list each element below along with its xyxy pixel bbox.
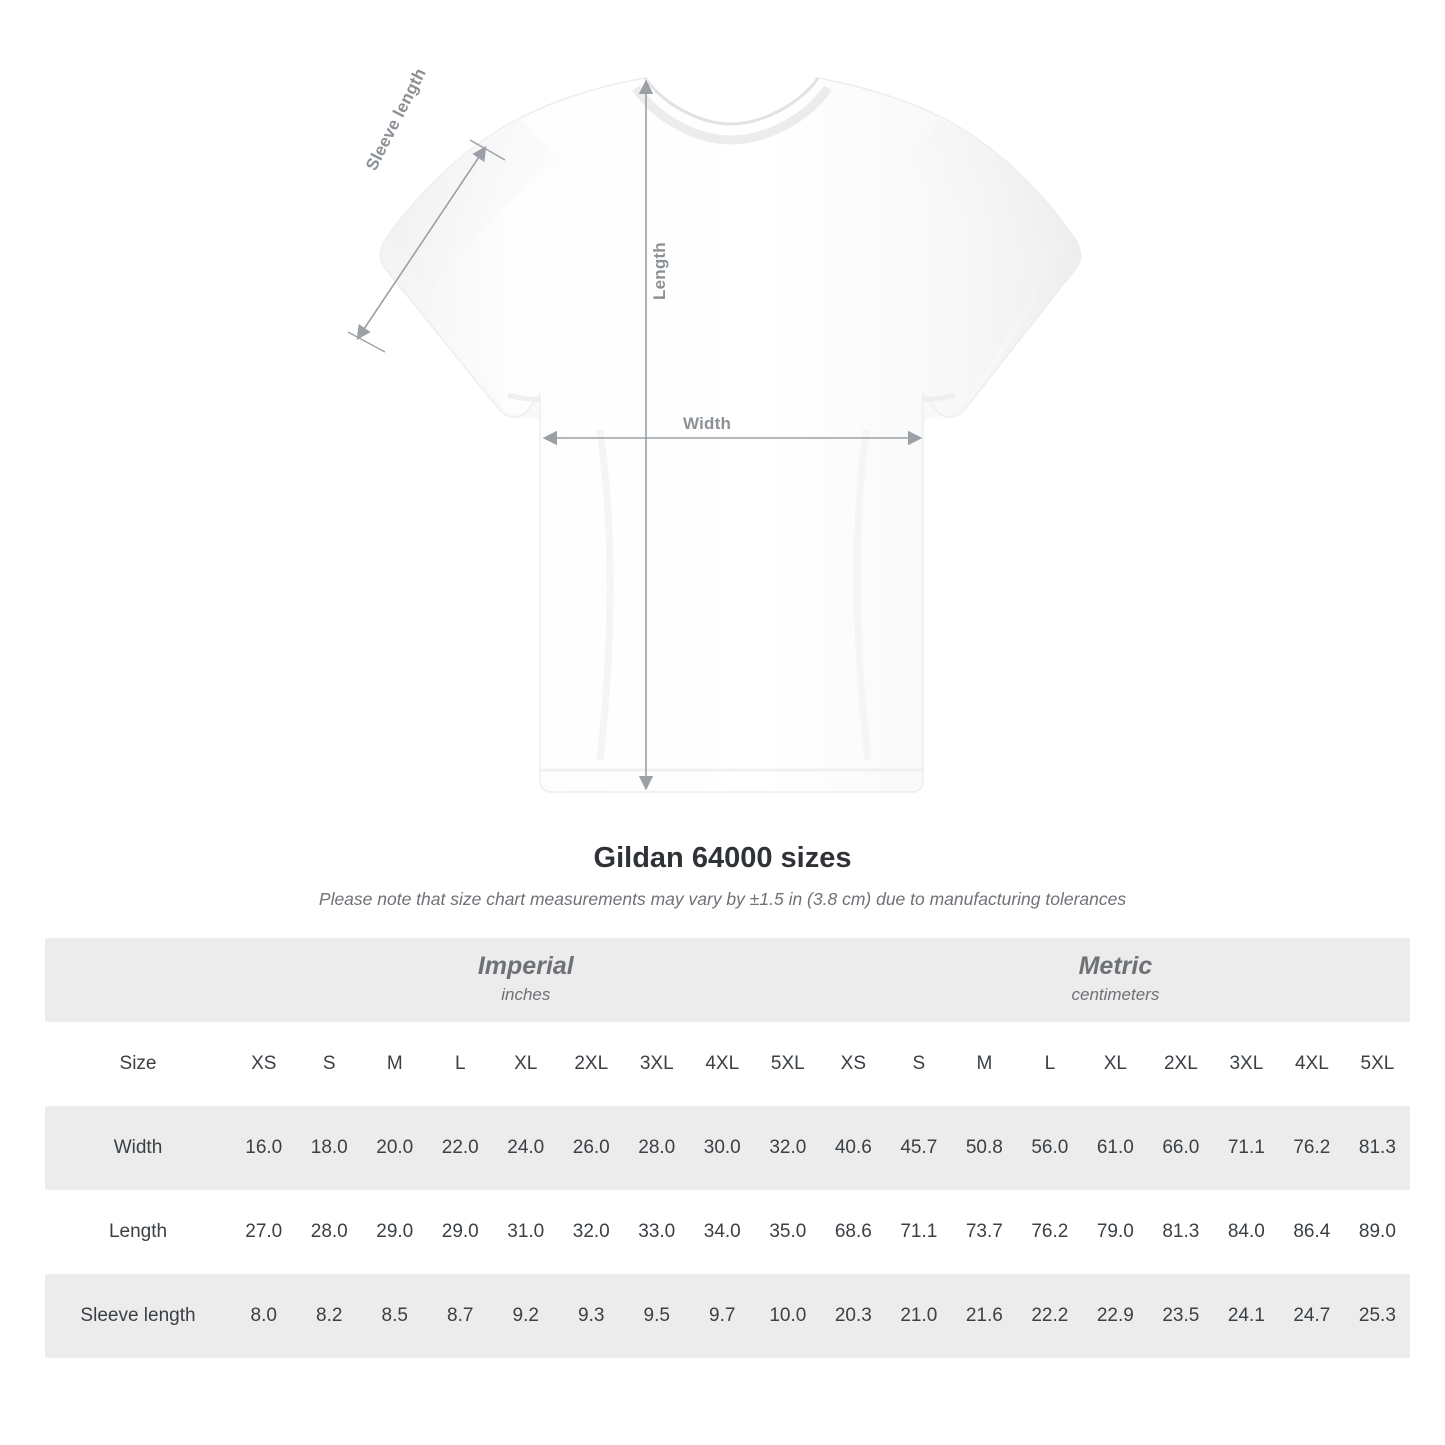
shirt-body-shape [381,78,1081,792]
size-header-metric-m: M [952,1022,1018,1106]
cell-length-metric-xl: 79.0 [1083,1190,1149,1274]
size-table [45,938,1410,1358]
cell-width-metric-5xl: 81.3 [1345,1106,1411,1190]
cell-length-metric-3xl: 84.0 [1214,1190,1280,1274]
cell-length-metric-2xl: 81.3 [1148,1190,1214,1274]
width-label: Width [683,414,732,433]
measurement-note: Please note that size chart measurements may vary by ±1.5 in (3.8 cm) due to manufacturing tolerances [318,889,1127,909]
cell-width-imperial-5xl: 32.0 [755,1106,821,1190]
cell-width-imperial-3xl: 28.0 [624,1106,690,1190]
unit-metric-sub: centimeters [1071,984,1160,1004]
cell-width-metric-xl: 61.0 [1083,1106,1149,1190]
title-block [0,842,1445,910]
length-label: Length [650,242,669,300]
size-header-metric-xl: XL [1083,1022,1149,1106]
row-label-width: Width [45,1106,231,1190]
cell-length-imperial-4xl: 34.0 [690,1190,756,1274]
size-header-imperial-s: S [297,1022,363,1106]
unit-imperial-sub: inches [501,984,551,1004]
cell-sleeve-imperial-xl: 9.2 [493,1274,559,1358]
cell-length-metric-l: 76.2 [1017,1190,1083,1274]
cell-length-metric-4xl: 86.4 [1279,1190,1345,1274]
table-row [45,1106,1410,1190]
cell-length-metric-m: 73.7 [952,1190,1018,1274]
size-header-metric-4xl: 4XL [1279,1022,1345,1106]
cell-sleeve-imperial-3xl: 9.5 [624,1274,690,1358]
size-header-metric-xs: XS [821,1022,887,1106]
cell-sleeve-imperial-xs: 8.0 [231,1274,297,1358]
cell-length-imperial-m: 29.0 [362,1190,428,1274]
cell-sleeve-metric-xs: 20.3 [821,1274,887,1358]
size-header-metric-s: S [886,1022,952,1106]
cell-width-metric-xs: 40.6 [821,1106,887,1190]
cell-sleeve-metric-xl: 22.9 [1083,1274,1149,1358]
unit-imperial [231,938,821,1022]
cell-length-imperial-s: 28.0 [297,1190,363,1274]
unit-header-row [45,938,1410,1022]
cell-sleeve-metric-2xl: 23.5 [1148,1274,1214,1358]
size-header-metric-l: L [1017,1022,1083,1106]
cell-length-imperial-l: 29.0 [428,1190,494,1274]
size-header-metric-3xl: 3XL [1214,1022,1280,1106]
cell-sleeve-imperial-5xl: 10.0 [755,1274,821,1358]
cell-width-imperial-s: 18.0 [297,1106,363,1190]
cell-length-imperial-3xl: 33.0 [624,1190,690,1274]
size-header-imperial-xs: XS [231,1022,297,1106]
cell-sleeve-imperial-4xl: 9.7 [690,1274,756,1358]
size-header-metric-5xl: 5XL [1345,1022,1411,1106]
cell-sleeve-metric-3xl: 24.1 [1214,1274,1280,1358]
cell-sleeve-imperial-s: 8.2 [297,1274,363,1358]
cell-sleeve-metric-s: 21.0 [886,1274,952,1358]
cell-length-imperial-xs: 27.0 [231,1190,297,1274]
cell-sleeve-metric-5xl: 25.3 [1345,1274,1411,1358]
size-header-metric-2xl: 2XL [1148,1022,1214,1106]
size-header-imperial-4xl: 4XL [690,1022,756,1106]
cell-width-metric-m: 50.8 [952,1106,1018,1190]
size-header-imperial-3xl: 3XL [624,1022,690,1106]
cell-length-metric-s: 71.1 [886,1190,952,1274]
cell-sleeve-metric-4xl: 24.7 [1279,1274,1345,1358]
size-header-imperial-m: M [362,1022,428,1106]
unit-metric [821,938,1411,1022]
unit-imperial-name: Imperial [477,952,574,981]
size-header-imperial-2xl: 2XL [559,1022,625,1106]
row-label-length: Length [45,1190,231,1274]
cell-width-imperial-m: 20.0 [362,1106,428,1190]
unit-spacer [45,938,231,1022]
cell-width-metric-3xl: 71.1 [1214,1106,1280,1190]
cell-length-metric-5xl: 89.0 [1345,1190,1411,1274]
cell-sleeve-metric-m: 21.6 [952,1274,1018,1358]
page-title: Gildan 64000 sizes [593,842,852,874]
cell-sleeve-imperial-m: 8.5 [362,1274,428,1358]
cell-width-metric-2xl: 66.0 [1148,1106,1214,1190]
cell-sleeve-imperial-2xl: 9.3 [559,1274,625,1358]
cell-width-metric-l: 56.0 [1017,1106,1083,1190]
cell-width-metric-s: 45.7 [886,1106,952,1190]
size-header-imperial-5xl: 5XL [755,1022,821,1106]
cell-sleeve-imperial-l: 8.7 [428,1274,494,1358]
cell-sleeve-metric-l: 22.2 [1017,1274,1083,1358]
size-header-imperial-xl: XL [493,1022,559,1106]
cell-length-imperial-2xl: 32.0 [559,1190,625,1274]
cell-width-imperial-xl: 24.0 [493,1106,559,1190]
cell-length-metric-xs: 68.6 [821,1190,887,1274]
table-row [45,1190,1410,1274]
cell-length-imperial-5xl: 35.0 [755,1190,821,1274]
cell-width-imperial-2xl: 26.0 [559,1106,625,1190]
cell-width-imperial-4xl: 30.0 [690,1106,756,1190]
size-table-wrapper [45,938,1400,1358]
cell-width-imperial-l: 22.0 [428,1106,494,1190]
unit-metric-name: Metric [1078,952,1153,981]
size-header-label: Size [45,1022,231,1106]
cell-width-imperial-xs: 16.0 [231,1106,297,1190]
size-header-row [45,1022,1410,1106]
row-label-sleeve-length: Sleeve length [45,1274,231,1358]
cell-length-imperial-xl: 31.0 [493,1190,559,1274]
size-header-imperial-l: L [428,1022,494,1106]
table-row [45,1274,1410,1358]
cell-width-metric-4xl: 76.2 [1279,1106,1345,1190]
sleeve-length-label: Sleeve length [362,65,430,174]
